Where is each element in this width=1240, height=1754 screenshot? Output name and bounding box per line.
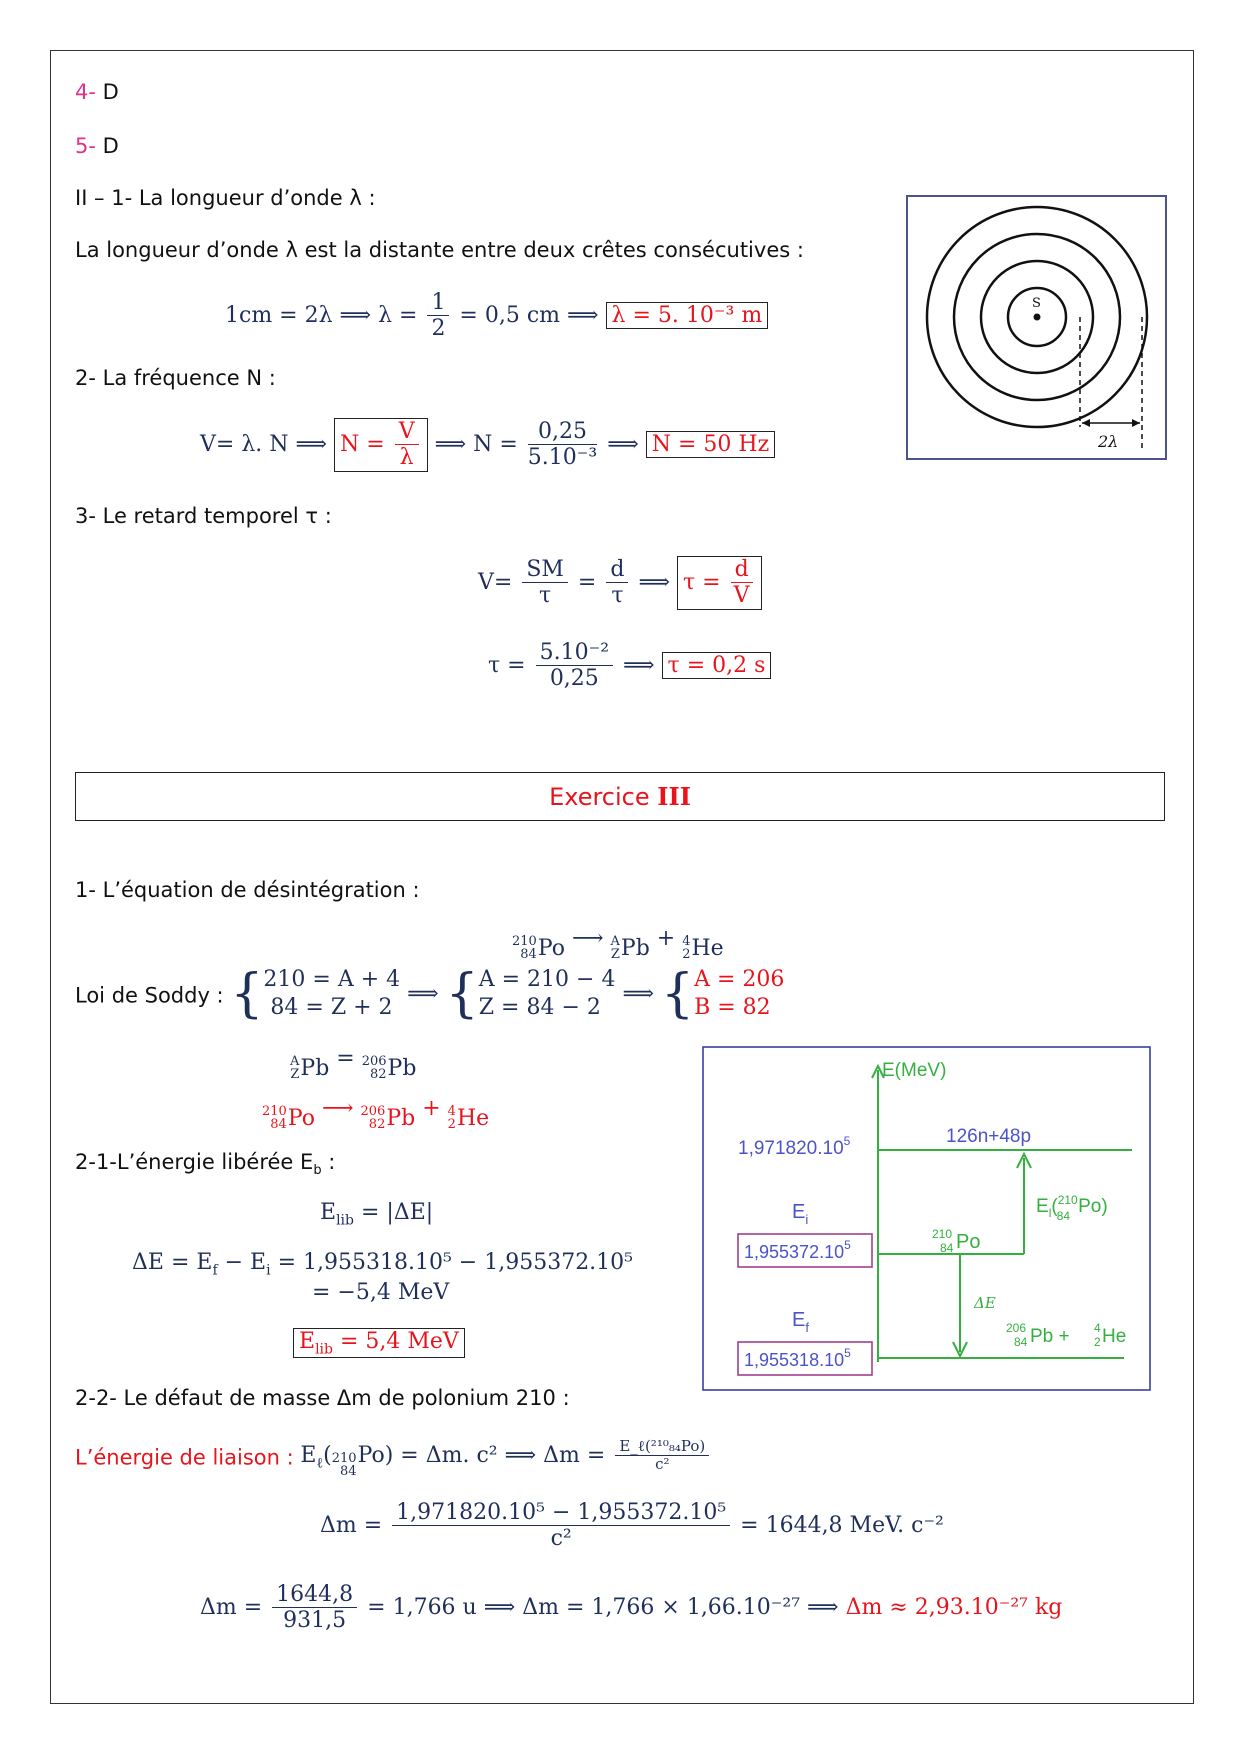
equation-delay: V= $\frac{SM}{\tau}$ = $\frac{d}{\tau}$ ⟹ τ = $\frac{d}{V}$: [478, 556, 762, 610]
top-level-value: 1,971820.10$^5$: [738, 1134, 851, 1159]
soddy-system-result: A = 206 B = 82: [694, 967, 785, 1020]
soddy-system-1: 210 = A + 4 84 = Z + 2: [263, 967, 401, 1020]
he-atomic-number: 2: [1094, 1335, 1101, 1349]
equation-wavelength: 1cm = 2λ ⟹ λ = $\frac{1}{2}$ = 0,5 cm ⟹ λ = 5. 10⁻³ m: [225, 290, 768, 342]
heading-decay-equation: 1- L’équation de désintégration :: [75, 878, 420, 902]
equation-delay-value: τ = $\frac{\text{5.10⁻²}}{0,25}$ ⟹ τ = 0,2 s: [488, 640, 771, 692]
decay-reaction: 210 84 Po ⟶ A Z Pb + 4 2 He: [512, 926, 724, 962]
delta-e-value: = −5,4 MeV: [312, 1280, 450, 1305]
result-released-energy: $E_{lib} = 5,4$ MeV: [293, 1328, 465, 1358]
top-level-label: 126n+48p: [946, 1126, 1032, 1147]
elib-definition: $E_{lib} = |\Delta E|$: [320, 1200, 434, 1229]
lambda-label: 2λ: [1098, 432, 1119, 451]
wave-circles-figure: [906, 195, 1168, 461]
polonium-nuclide: 210 84 Po: [512, 934, 565, 962]
exercise-3-title: Exercice III: [75, 772, 1165, 821]
fraction-sm-tau: $\frac{SM}{\tau}$: [522, 557, 568, 609]
ef-value: 1,955318.10$^5$: [744, 1346, 851, 1370]
axis-energy-label: E(MeV): [882, 1060, 947, 1081]
result-delay: τ = 0,2 s: [662, 652, 772, 679]
fraction-half: $\frac{1}{2}$: [427, 290, 449, 342]
final-reaction: 210 84 Po ⟶ 206 82 Pb + 4 2 He: [262, 1096, 490, 1132]
heading-mass-defect: 2-2- Le défaut de masse Δm de polonium 210 :: [75, 1386, 570, 1410]
formula-frequency-box: N = $\frac{V}{\lambda}$: [334, 418, 428, 472]
soddy-system-2: A = 210 − 4 Z = 84 − 2: [478, 967, 616, 1020]
answer-5: 5- D: [75, 134, 119, 158]
mass-defect-kg: Δm = $\frac{1644,8}{931,5}$ = 1,766 u ⟹ Δm = 1,766 × 1,66.10⁻²⁷ ⟹ Δm ≈ 2,93.10⁻²⁷ kg: [200, 1582, 1063, 1634]
equation-frequency: V= λ. N ⟹ N = $\frac{V}{\lambda}$ ⟹ N = $\frac{0,25}{\text{5.10⁻³}}$ ⟹ N = 50 Hz: [200, 418, 775, 472]
pb-atomic-number: 84: [1014, 1335, 1028, 1349]
ei-value: 1,955372.10$^5$: [744, 1238, 851, 1262]
result-frequency: N = 50 Hz: [646, 431, 775, 458]
ef-label: $E_f$: [792, 1309, 809, 1335]
soddy-law: Loi de Soddy : { 210 = A + 4 84 = Z + 2 ⟹ { A = 210 − 4 Z = 84 − 2 ⟹ { A = 206 B = 82: [75, 963, 785, 1024]
fraction-d-v: $\frac{d}{V}$: [731, 557, 753, 609]
answer-4: 4- D: [75, 80, 119, 104]
fraction-binding-energy: $\frac{\text{E\_ℓ(²¹⁰₈₄Po)}}{\text{c²}}$: [615, 1438, 709, 1474]
formula-delay-box: τ = $\frac{d}{V}$: [677, 556, 762, 610]
heading-delay: 3- Le retard temporel τ :: [75, 504, 332, 528]
result-mass-defect: Δm ≈ 2,93.10⁻²⁷ kg: [845, 1594, 1063, 1620]
delta-e-label: ΔE: [974, 1294, 996, 1312]
energy-level-diagram: [702, 1046, 1152, 1392]
fraction-mass-defect-mev: $\frac{\text{1,971820.10⁵ − 1,955372.10⁵}}{\text{c²}}$: [392, 1500, 730, 1552]
pb-mass-number: 206: [1006, 1321, 1027, 1335]
fraction-frequency: $\frac{0,25}{\text{5.10⁻³}}$: [527, 419, 598, 471]
helium-nuclide: 4 2 He: [682, 934, 724, 962]
delta-e-calculation: $\Delta E = E_f - E_i = 1,955318.10^5 - 1,955372.10^5$: [132, 1250, 633, 1279]
po-mass-number: 210: [932, 1227, 953, 1241]
fraction-v-over-lambda: $\frac{V}{\lambda}$: [395, 419, 419, 471]
he-mass-number: 4: [1094, 1321, 1101, 1335]
wavelength-definition: La longueur d’onde λ est la distante entre deux crêtes consécutives :: [75, 238, 804, 262]
result-wavelength: λ = 5. 10⁻³ m: [606, 302, 769, 329]
binding-energy-line: L’énergie de liaison : $E_\ell$( 210 84 Po) = Δm. c² ⟹ Δm = $\frac{\text{E\_ℓ(²¹⁰₈₄Po)}}{\text{c²}}$: [75, 1438, 712, 1478]
heading-released-energy: 2-1-L’énergie libérée $E_b$ :: [75, 1150, 336, 1179]
mass-defect-mev: Δm = $\frac{\text{1,971820.10⁵ − 1,955372.10⁵}}{\text{c²}}$ = 1644,8 MeV. c⁻²: [320, 1500, 944, 1552]
fraction-mass-defect-u: $\frac{1644,8}{931,5}$: [272, 1582, 357, 1634]
po-atomic-number: 84: [940, 1241, 954, 1255]
lead-identity: A Z Pb = 206 82 Pb: [290, 1046, 417, 1082]
fraction-d-tau: $\frac{d}{\tau}$: [606, 557, 628, 609]
heading-wavelength: II – 1- La longueur d’onde λ :: [75, 186, 376, 210]
ei-label: $E_i$: [792, 1201, 809, 1227]
heading-frequency: 2- La fréquence N :: [75, 366, 276, 390]
he-symbol: He: [1102, 1326, 1127, 1347]
source-label: S: [1032, 296, 1041, 311]
fraction-delay: $\frac{\text{5.10⁻²}}{0,25}$: [536, 640, 613, 692]
lead-nuclide: A Z Pb: [610, 934, 650, 962]
binding-energy-label: $E_l(^{210}$ 84 Po): [1036, 1193, 1108, 1223]
pb-symbol: Pb +: [1030, 1326, 1070, 1347]
po-symbol: Po: [956, 1231, 981, 1253]
